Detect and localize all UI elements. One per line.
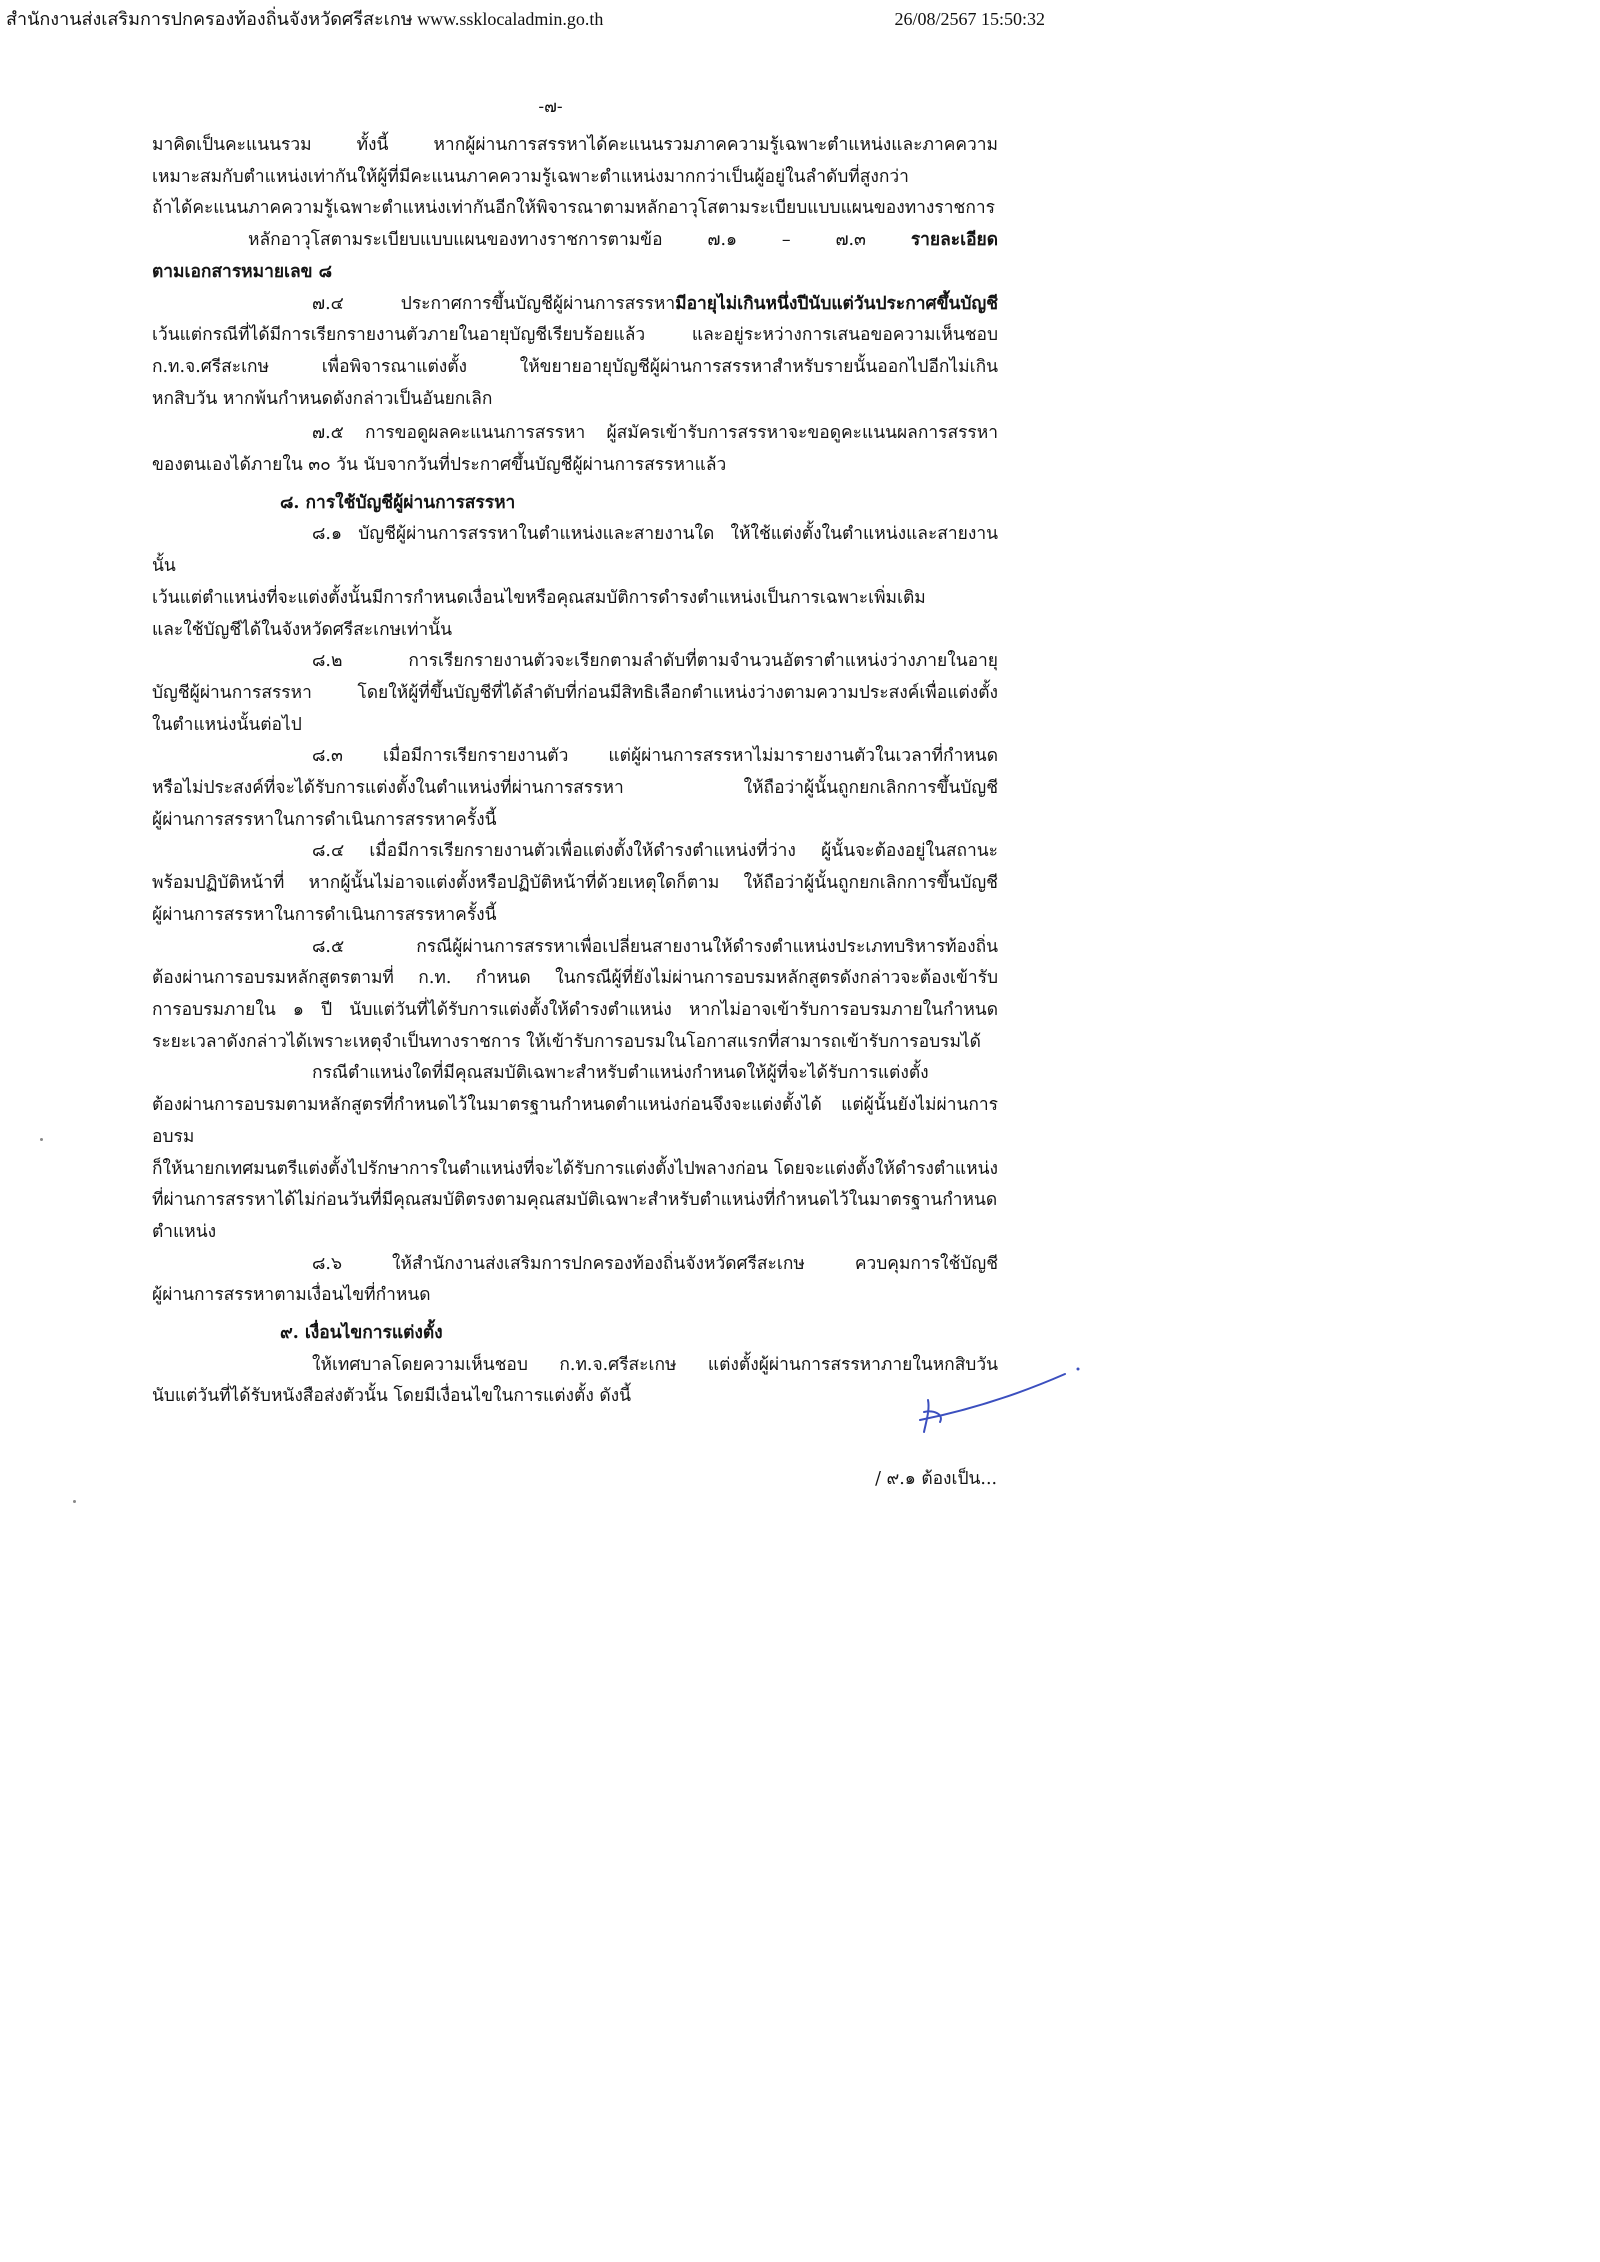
continuation-note: / ๙.๑ ต้องเป็น...: [875, 1469, 997, 1489]
paragraph-line: ก็ให้นายกเทศมนตรีแต่งตั้งไปรักษาการในตำแหน่งที่จะได้รับการแต่งตั้งไปพลางก่อน โดยจะแต่งตั้งให้ดำรงตำแหน่ง: [152, 1158, 998, 1179]
document-body: [152, 130, 998, 1413]
paragraph-line: ผู้ผ่านการสรรหาในการดำเนินการสรรหาครั้งนี้: [152, 809, 497, 830]
paragraph-line: มาคิดเป็นคะแนนรวม ทั้งนี้ หากผู้ผ่านการสรรหาได้คะแนนรวมภาคความรู้เฉพาะตำแหน่งและภาคความ: [152, 135, 998, 155]
paragraph-line: ก.ท.จ.ศรีสะเกษ เพื่อพิจารณาแต่งตั้ง ให้ขยายอายุบัญชีผู้ผ่านการสรรหาสำหรับรายนั้นออกไปอีกไม่เกิน: [152, 356, 998, 377]
paragraph-line: ต้องผ่านการอบรมตามหลักสูตรที่กำหนดไว้ในมาตรฐานกำหนดตำแหน่งก่อนจึงจะแต่งตั้งได้ แต่ผู้นั้นยังไม่ผ่านการอบรม: [152, 1095, 998, 1147]
paragraph-line: ผู้ผ่านการสรรหาในการดำเนินการสรรหาครั้งนี้: [152, 904, 497, 925]
paragraph-line: ๘.๑ บัญชีผู้ผ่านการสรรหาในตำแหน่งและสายงานใด ให้ใช้แต่งตั้งในตำแหน่งและสายงานนั้น: [152, 524, 998, 577]
signature-mark: [900, 1360, 1090, 1440]
paragraph-line: ให้เทศบาลโดยความเห็นชอบ ก.ท.จ.ศรีสะเกษ แต่งตั้งผู้ผ่านการสรรหาภายในหกสิบวัน: [312, 1354, 998, 1375]
paragraph-line: หรือไม่ประสงค์ที่จะได้รับการแต่งตั้งในตำแหน่งที่ผ่านการสรรหา ให้ถือว่าผู้นั้นถูกยกเลิกการขึ้นบัญชี: [152, 778, 998, 799]
paragraph-line: [152, 289, 998, 321]
paragraph-line: เว้นแต่กรณีที่ได้มีการเรียกรายงานตัวภายในอายุบัญชีเรียบร้อยแล้ว และอยู่ระหว่างการเสนอขอความเห็นชอบ: [152, 325, 998, 346]
paragraph-line: และใช้บัญชีได้ในจังหวัดศรีสะเกษเท่านั้น: [152, 619, 453, 640]
paragraph-line: พร้อมปฏิบัติหน้าที่ หากผู้นั้นไม่อาจแต่งตั้งหรือปฏิบัติหน้าที่ด้วยเหตุใดก็ตาม ให้ถือว่าผู้นั้นถูกยกเลิกการขึ้นบัญชี: [152, 873, 998, 894]
p2-bold: รายละเอียด: [910, 230, 998, 251]
scan-speck: [73, 1500, 76, 1503]
paragraph-line: ที่ผ่านการสรรหาได้ไม่ก่อนวันที่มีคุณสมบัติตรงตามคุณสมบัติเฉพาะสำหรับตำแหน่งที่กำหนดไว้ในมาตรฐานกำหนด: [152, 1190, 998, 1211]
paragraph-line: ๘.๕ กรณีผู้ผ่านการสรรหาเพื่อเปลี่ยนสายงานให้ดำรงตำแหน่งประเภทบริหารท้องถิ่น: [312, 936, 998, 957]
paragraph-line: [152, 257, 998, 289]
paragraph-line: [152, 225, 998, 257]
paragraph-line: ต้องผ่านการอบรมหลักสูตรตามที่ ก.ท. กำหนด ในกรณีผู้ที่ยังไม่ผ่านการอบรมหลักสูตรดังกล่าวจะต้องเข้ารับ: [152, 968, 998, 989]
paragraph-line: กรณีตำแหน่งใดที่มีคุณสมบัติเฉพาะสำหรับตำแหน่งกำหนดให้ผู้ที่จะได้รับการแต่งตั้ง: [312, 1063, 929, 1084]
paragraph-line: ตำแหน่ง: [152, 1221, 217, 1242]
paragraph-line: นับแต่วันที่ได้รับหนังสือส่งตัวนั้น โดยมีเงื่อนไขในการแต่งตั้ง ดังนี้: [152, 1386, 632, 1407]
paragraph-line: ๘.๒ การเรียกรายงานตัวจะเรียกตามลำดับที่ตามจำนวนอัตราตำแหน่งว่างภายในอายุ: [312, 651, 998, 672]
paragraph-line: เหมาะสมกับตำแหน่งเท่ากันให้ผู้ที่มีคะแนนภาคความรู้เฉพาะตำแหน่งมากกว่าเป็นผู้อยู่ในลำดับที่สูงกว่า: [152, 166, 909, 187]
paragraph-line: ระยะเวลาดังกล่าวได้เพราะเหตุจำเป็นทางราชการ ให้เข้ารับการอบรมในโอกาสแรกที่สามารถเข้ารับการอบรมได้: [152, 1031, 981, 1052]
paragraph-line: ผู้ผ่านการสรรหาตามเงื่อนไขที่กำหนด: [152, 1285, 431, 1306]
header-timestamp: 26/08/2567 15:50:32: [894, 9, 1045, 29]
p2-text: หลักอาวุโสตามระเบียบแบบแผนของทางราชการตามข้อ ๗.๑ – ๗.๓: [248, 230, 911, 251]
page-number: -๗-: [538, 97, 563, 117]
section-title: ๙. เงื่อนไขการแต่งตั้ง: [280, 1323, 443, 1344]
scan-speck: [40, 1138, 43, 1141]
header-source: สำนักงานส่งเสริมการปกครองท้องถิ่นจังหวัดศรีสะเกษ www.ssklocaladmin.go.th: [6, 9, 604, 29]
p3-lead: ๗.๔ ประกาศการขึ้นบัญชีผู้ผ่านการสรรหา: [312, 293, 676, 314]
p3-bold: มีอายุไม่เกินหนึ่งปีนับแต่วันประกาศขึ้นบัญชี: [675, 293, 998, 314]
paragraph-line: ของตนเองได้ภายใน ๓๐ วัน นับจากวันที่ประกาศขึ้นบัญชีผู้ผ่านการสรรหาแล้ว: [152, 455, 727, 476]
paragraph-line: บัญชีผู้ผ่านการสรรหา โดยให้ผู้ที่ขึ้นบัญชีที่ได้ลำดับที่ก่อนมีสิทธิเลือกตำแหน่งว่างตามความประสงค์เพื่อแต่งตั้ง: [152, 682, 998, 703]
paragraph-line: ๘.๔ เมื่อมีการเรียกรายงานตัวเพื่อแต่งตั้งให้ดำรงตำแหน่งที่ว่าง ผู้นั้นจะต้องอยู่ในสถานะ: [312, 841, 998, 862]
p2-bold-continued: ตามเอกสารหมายเลข ๘: [152, 261, 333, 282]
paragraph-line: ๘.๓ เมื่อมีการเรียกรายงานตัว แต่ผู้ผ่านการสรรหาไม่มารายงานตัวในเวลาที่กำหนด: [312, 746, 998, 767]
paragraph-line: เว้นแต่ตำแหน่งที่จะแต่งตั้งนั้นมีการกำหนดเงื่อนไขหรือคุณสมบัติการดำรงตำแหน่งเป็นการเฉพาะเพิ่มเติม: [152, 587, 926, 608]
paragraph-line: ๗.๕ การขอดูผลคะแนนการสรรหา ผู้สมัครเข้ารับการสรรหาจะขอดูคะแนนผลการสรรหา: [312, 423, 998, 444]
paragraph-line: หกสิบวัน หากพ้นกำหนดดังกล่าวเป็นอันยกเลิก: [152, 388, 493, 409]
paragraph-line: การอบรมภายใน ๑ ปี นับแต่วันที่ได้รับการแต่งตั้งให้ดำรงตำแหน่ง หากไม่อาจเข้ารับการอบรมภายในกำหนด: [152, 999, 998, 1020]
paragraph-line: ๘.๖ ให้สำนักงานส่งเสริมการปกครองท้องถิ่นจังหวัดศรีสะเกษ ควบคุมการใช้บัญชี: [312, 1253, 998, 1274]
section-title: ๘. การใช้บัญชีผู้ผ่านการสรรหา: [280, 492, 516, 513]
paragraph-line: ถ้าได้คะแนนภาคความรู้เฉพาะตำแหน่งเท่ากันอีกให้พิจารณาตามหลักอาวุโสตามระเบียบแบบแผนของทางราชการ: [152, 198, 995, 219]
paragraph-line: ในตำแหน่งนั้นต่อไป: [152, 714, 302, 735]
